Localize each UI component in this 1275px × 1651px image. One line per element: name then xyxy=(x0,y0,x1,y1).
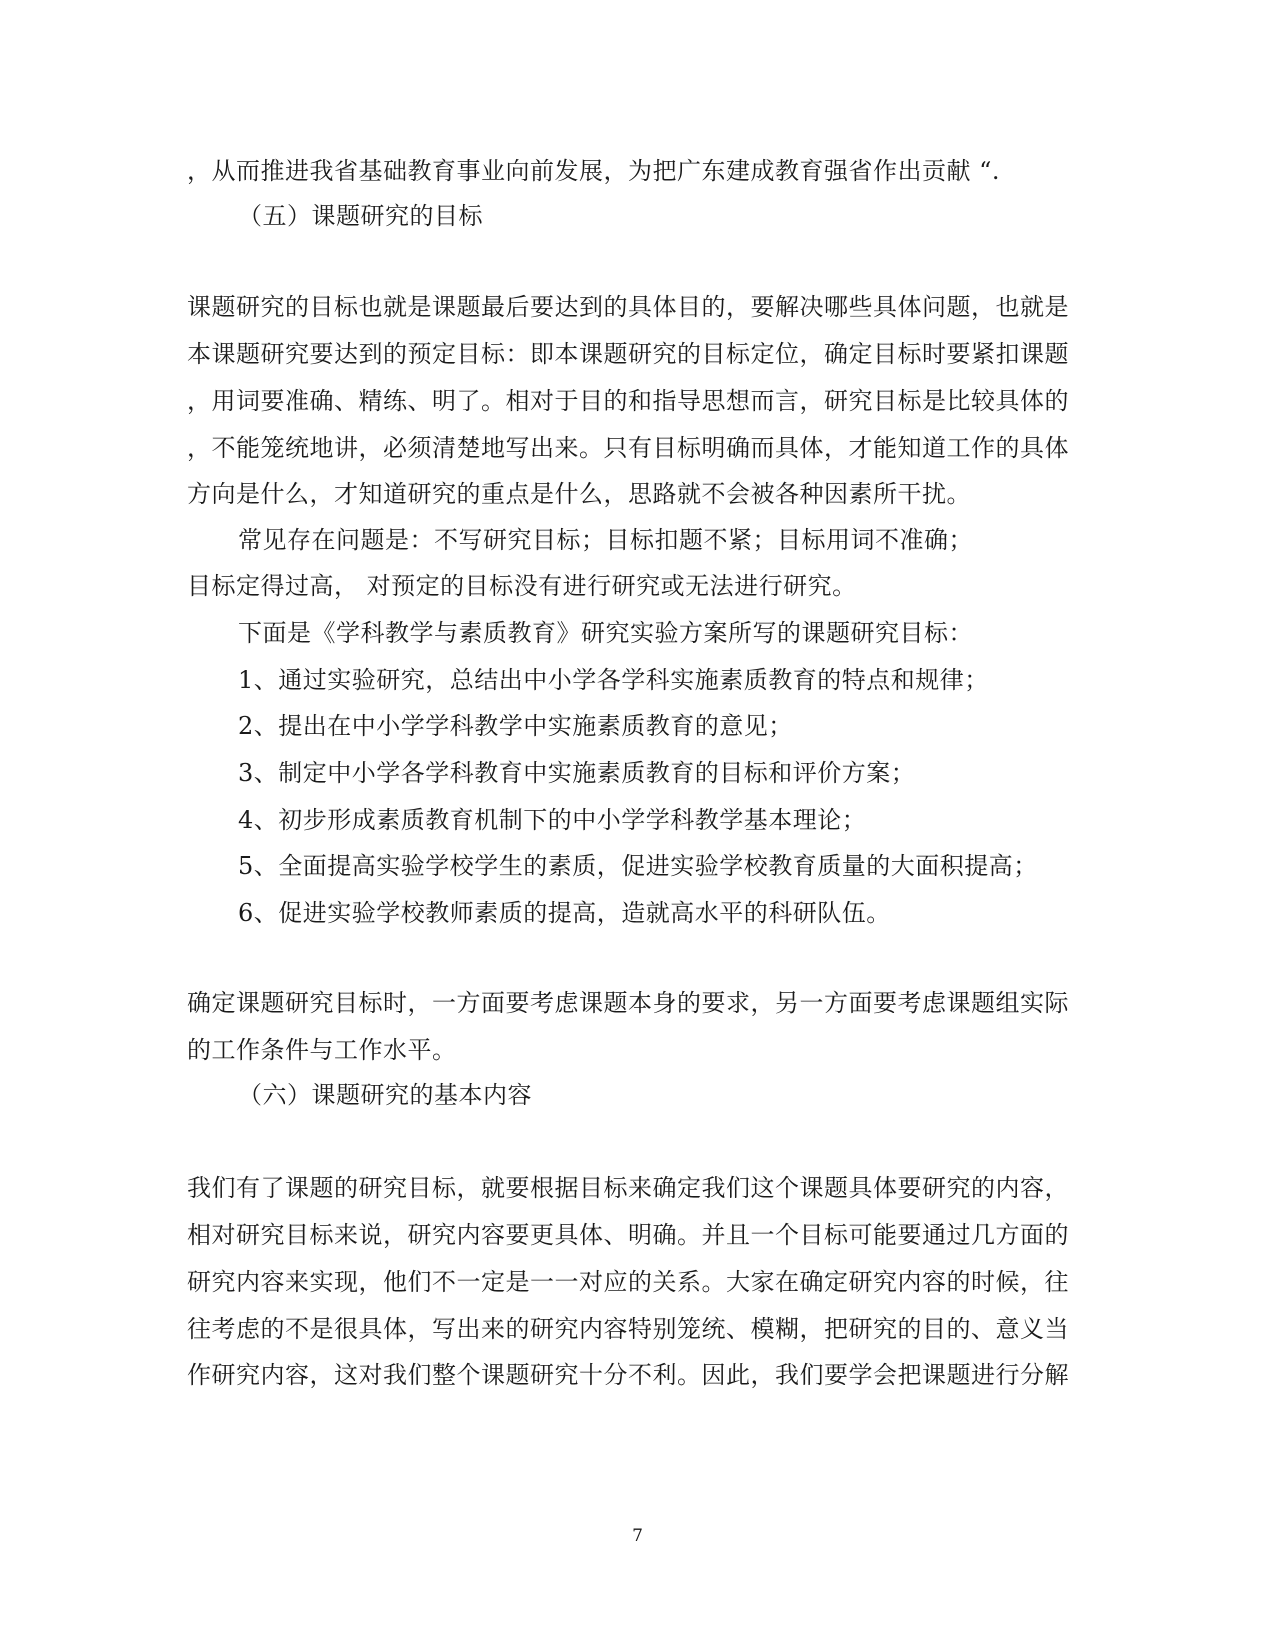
paragraph-line: 目标定得过高， 对预定的目标没有进行研究或无法进行研究。 xyxy=(187,572,857,600)
list-item: 5、全面提高实验学校学生的素质，促进实验学校教育质量的大面积提高； xyxy=(238,852,1038,880)
paragraph-line: ，从而推进我省基础教育事业向前发展，为把广东建成教育强省作出贡献 “. xyxy=(187,157,1001,185)
section-heading: （六）课题研究的基本内容 xyxy=(238,1081,532,1109)
paragraph-line: 方向是什么，才知道研究的重点是什么，思路就不会被各种因素所干扰。 xyxy=(187,480,971,508)
list-item: 3、制定中小学各学科教育中实施素质教育的目标和评价方案； xyxy=(238,759,916,787)
paragraph-line: 确定课题研究目标时，一方面要考虑课题本身的要求，另一方面要考虑课题组实际 xyxy=(187,989,1069,1017)
paragraph-line: 作研究内容，这对我们整个课题研究十分不利。因此，我们要学会把课题进行分解 xyxy=(187,1361,1069,1389)
paragraph-line: ，用词要准确、精练、明了。相对于目的和指导思想而言，研究目标是比较具体的 xyxy=(187,387,1069,415)
paragraph-line: 相对研究目标来说，研究内容要更具体、明确。并且一个目标可能要通过几方面的 xyxy=(187,1221,1069,1249)
paragraph-line: 本课题研究要达到的预定目标：即本课题研究的目标定位，确定目标时要紧扣课题 xyxy=(187,340,1069,368)
list-item: 2、提出在中小学学科教学中实施素质教育的意见； xyxy=(238,712,793,740)
paragraph-line: 我们有了课题的研究目标，就要根据目标来确定我们这个课题具体要研究的内容， xyxy=(187,1174,1069,1202)
paragraph-line: 常见存在问题是：不写研究目标；目标扣题不紧；目标用词不准确； xyxy=(238,526,973,554)
paragraph-line: 研究内容来实现，他们不一定是一一对应的关系。大家在确定研究内容的时候，往 xyxy=(187,1268,1069,1296)
paragraph-line: ，不能笼统地讲，必须清楚地写出来。只有目标明确而具体，才能知道工作的具体 xyxy=(187,434,1069,462)
section-heading: （五）课题研究的目标 xyxy=(238,202,483,230)
paragraph-line: 往考虑的不是很具体，写出来的研究内容特别笼统、模糊，把研究的目的、意义当 xyxy=(187,1315,1069,1343)
list-item: 4、初步形成素质教育机制下的中小学学科教学基本理论； xyxy=(238,806,867,834)
paragraph-line: 下面是《学科教学与素质教育》研究实验方案所写的课题研究目标： xyxy=(238,619,973,647)
list-item: 6、促进实验学校教师素质的提高，造就高水平的科研队伍。 xyxy=(238,899,891,927)
list-item: 1、通过实验研究，总结出中小学各学科实施素质教育的特点和规律； xyxy=(238,666,989,694)
paragraph-line: 课题研究的目标也就是课题最后要达到的具体目的，要解决哪些具体问题，也就是 xyxy=(187,293,1069,321)
page-number: 7 xyxy=(632,1526,643,1546)
paragraph-line: 的工作条件与工作水平。 xyxy=(187,1036,457,1064)
